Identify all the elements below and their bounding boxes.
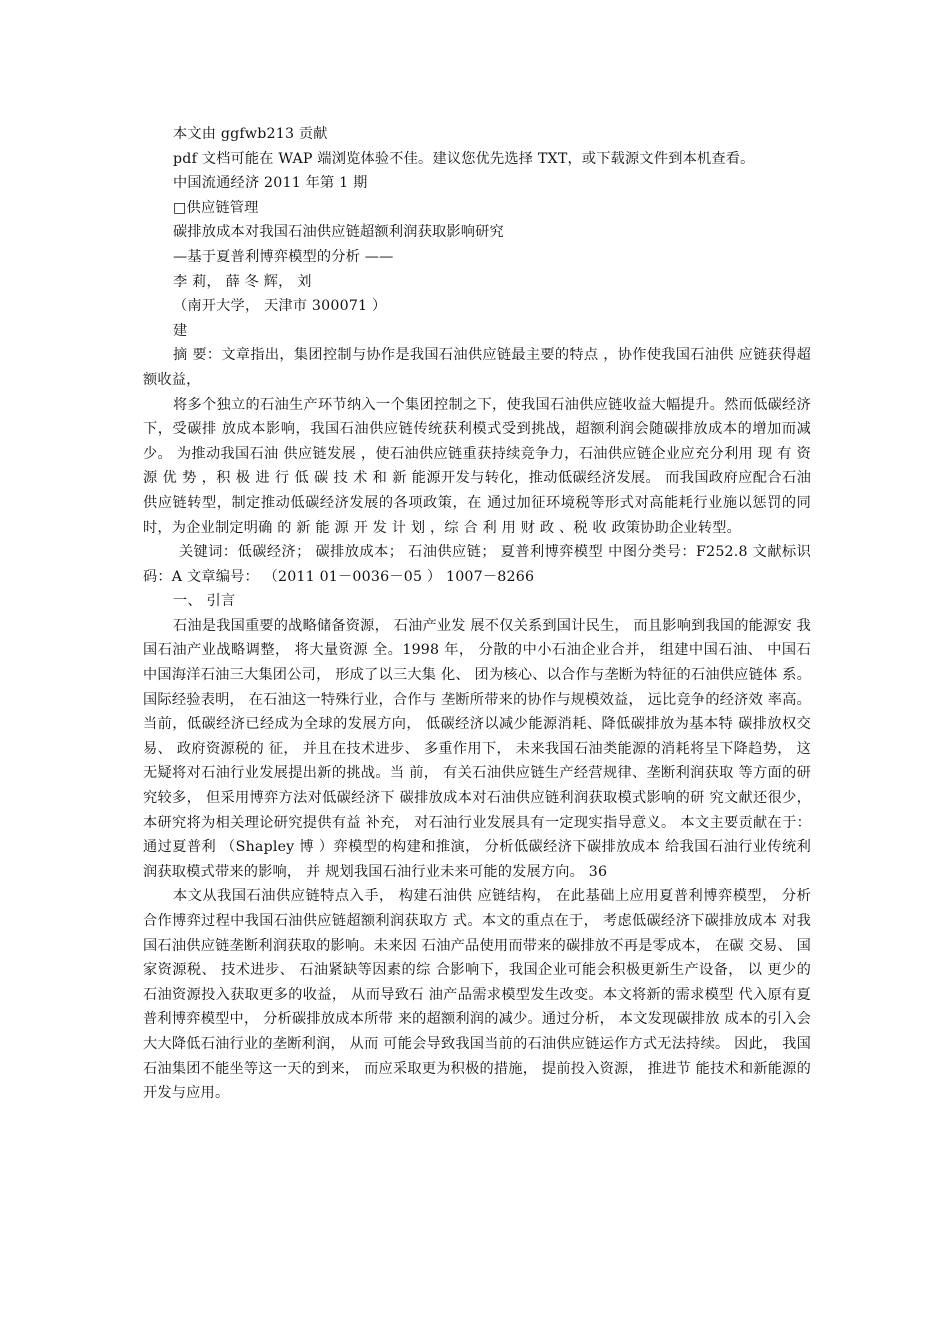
- journal-info: 中国流通经济 2011 年第 1 期: [173, 175, 368, 192]
- document-page: [143, 122, 811, 1106]
- author-name-tail: 建: [173, 322, 188, 339]
- body-paragraph: 石油是我国重要的战略储备资源， 石油产业发 展不仅关系到国计民生， 而且影响到我国的能源安 我国石油产业战略调整， 将大量资源 全。1998 年， 分散的中小石油企业合并， 组建中国石油、 中国石 中国海洋石油三大集团公司， 形成了以三大集 化、 团为核心、以合作与垄断为特征的石油供应链体 系。国际经验表明， 在石油这一特殊行业，合作与 垄断所带来的协作与规模效益， 远比竞争的经济效 率高。当前，低碳经济已经成为全球的发展方向， 低碳经济以减少能源消耗、降低碳排放为基本特 碳排放权交易、 政府资源税的 征， 并且在技术进步、 多重作用下， 未来我国石油类能源的消耗将呈下降趋势， 这无疑将对石油行业发展提出新的挑战。当 前， 有关石油供应链生产经营规律、垄断利润获取 等方面的研究较多， 但采用博弈方法对低碳经济下 碳排放成本对石油供应链利润获取模式影响的研 究文献还很少， 本研究将为相关理论研究提供有益 补充， 对石油行业发展具有一定现实指导意义。 本文主要贡献在于： 通过夏普利 （Shapley 博 ）弈模型的构建和推演， 分析低碳经济下碳排放成本 给我国石油行业传统利润获取模式带来的影响， 并 规划我国石油行业未来可能的发展方向。 36: [143, 617, 811, 880]
- keywords-paragraph: 关键词：低碳经济； 碳排放成本； 石油供应链； 夏普利博弈模型 中图分类号：F252.8 文献标识码：A 文章编号： （2011 01－0036－05 ） 1007－8266: [143, 544, 811, 585]
- viewing-notice: pdf 文档可能在 WAP 端浏览体验不佳。建议您优先选择 TXT，或下载源文件到本机查看。: [173, 150, 755, 167]
- abstract-paragraph: 将多个独立的石油生产环节纳入一个集团控制之下，使我国石油供应链收益大幅提升。然而低碳经济下，受碳排 放成本影响，我国石油供应链传统获利模式受到挑战，超额利润会随碳排放成本的增加而减少。 为推动我国石油 供应链发展 ，使石油供应链重获持续竞争力，石油供应链企业应充分利用 现 有 资 源 优 势 ，积 极 进 行 低 碳 技 术 和 新 能源开发与转化，推动低碳经济发展。 而我国政府应配合石油供应链转型，制定推动低碳经济发展的各项政策，在 通过加征环境税等形式对高能耗行业施以惩罚的同时，为企业制定明确 的 新 能 源 开 发 计 划 ，综 合 利 用 财 政 、税 收 政策协助企业转型。: [143, 396, 811, 536]
- contributor-line: 本文由 ggfwb213 贡献: [173, 126, 328, 142]
- author-list: 李 莉， 薛 冬 辉， 刘: [173, 273, 312, 290]
- section-heading: 一、 引言: [173, 593, 236, 610]
- abstract-paragraph: 摘 要：文章指出，集团控制与协作是我国石油供应链最主要的特点 ，协作使我国石油供 应链获得超额收益，: [143, 347, 811, 388]
- article-title: 碳排放成本对我国石油供应链超额利润获取影响研究: [173, 224, 504, 241]
- article-subtitle: —基于夏普利博弈模型的分析 ——: [173, 248, 394, 265]
- body-paragraph: 本文从我国石油供应链特点入手， 构建石油供 应链结构， 在此基础上应用夏普利博弈模型， 分析 合作博弈过程中我国石油供应链超额利润获取方 式。本文的重点在于， 考虑低碳经济下碳排放成本 对我国石油供应链垄断利润获取的影响。未来因 石油产品使用而带来的碳排放不再是零成本， 在碳 交易、 国家资源税、 技术进步、 石油紧缺等因素的综 合影响下，我国企业可能会积极更新生产设备， 以 更少的石油资源投入获取更多的收益， 从而导致石 油产品需求模型发生改变。本文将新的需求模型 代入原有夏普利博弈模型中， 分析碳排放成本所带 来的超额利润的减少。通过分析， 本文发现碳排放 成本的引入会大大降低石油行业的垄断利润， 从而 可能会导致我国当前的石油供应链运作方式无法持续。 因此， 我国石油集团不能坐等这一天的到来， 而应采取更为积极的措施， 提前投入资源， 推进节 能技术和新能源的开发与应用。: [143, 888, 811, 1102]
- author-affiliation: （南开大学， 天津市 300071 ）: [173, 298, 387, 315]
- column-heading: □供应链管理: [173, 199, 259, 216]
